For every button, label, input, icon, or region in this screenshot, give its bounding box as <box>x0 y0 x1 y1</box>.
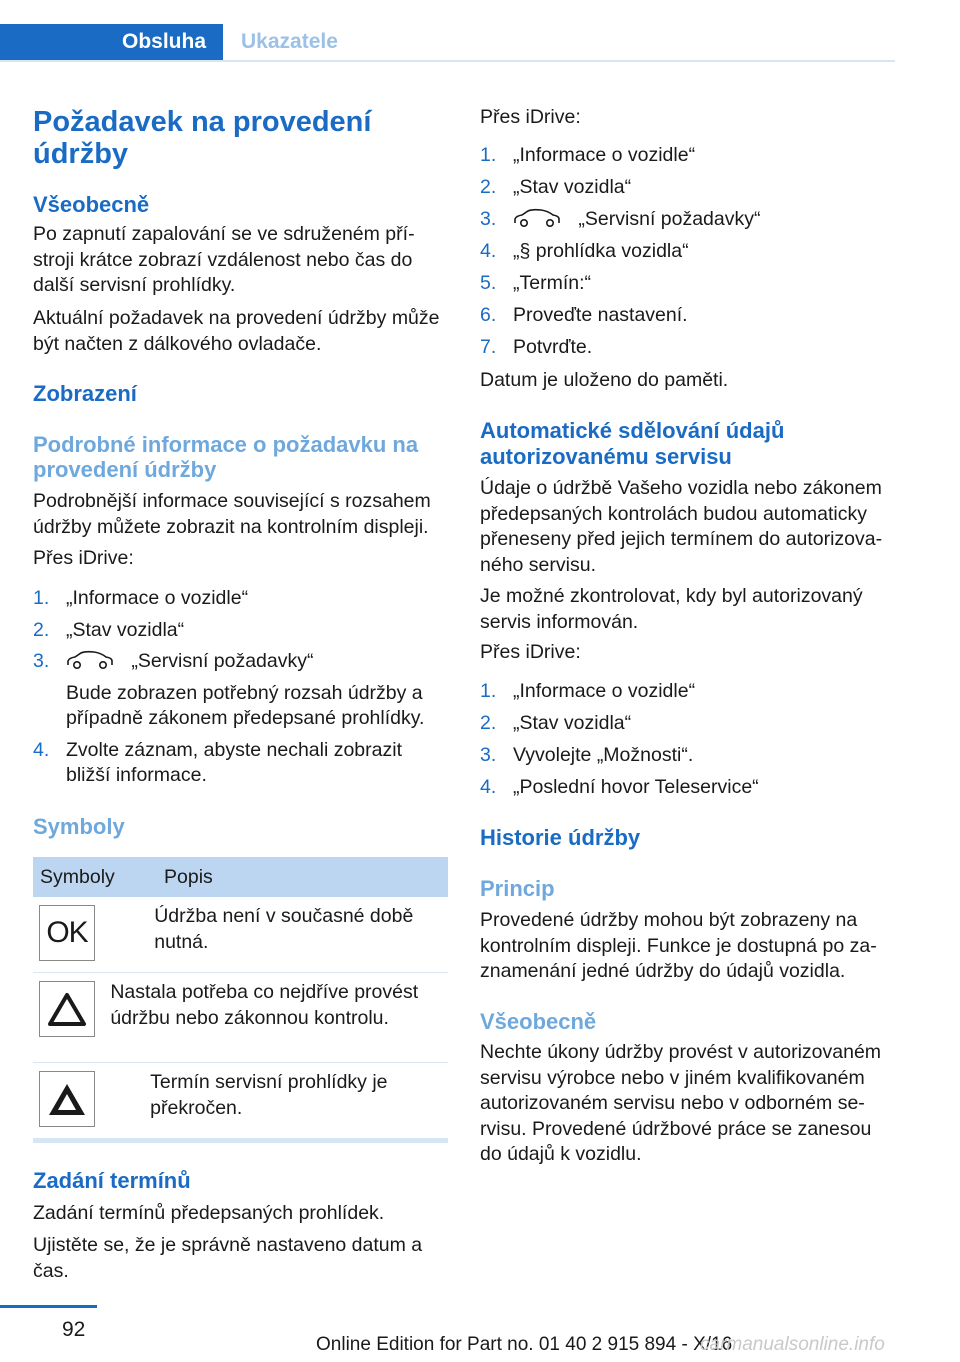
principle-paragraph: Provedené údržby mohou být zobrazeny na kontrolním displeji. Funkce je dostupná po zaznamenání jedné údržby do údajů vozidla. <box>480 909 877 982</box>
step-text: „Termín:“ <box>513 272 591 294</box>
list-item <box>480 335 900 361</box>
step-number: 6. <box>480 304 497 326</box>
detail-subheading: Podrobné informace o požadavku na provedení údržby <box>33 432 419 482</box>
overdue-triangle-icon <box>39 1071 95 1127</box>
principle-subheading: Princip <box>480 876 555 901</box>
watermark: carmanualsonline.info <box>700 1334 885 1355</box>
section-history-heading: Historie údržby <box>480 825 641 850</box>
step-text: Potvrďte. <box>513 336 593 358</box>
car-service-icon <box>513 208 561 228</box>
step-subtext: Bude zobrazen potřebný rozsah údržby a případně zákonem předepsané prohlídky. <box>66 681 425 729</box>
table-cell-symbol <box>33 973 110 1062</box>
step-text: „Poslední hovor Teleservice“ <box>513 776 759 798</box>
auto-paragraph-2: Je možné zkontrolovat, kdy byl autorizovaný servis informován. <box>480 585 863 633</box>
right-steps-list <box>480 143 900 361</box>
table-cell-symbol <box>33 1063 150 1137</box>
step-text: „§ prohlídka vozidla“ <box>513 240 689 262</box>
tab-obsluha[interactable]: Obsluha <box>0 24 223 60</box>
step-text: Proveďte nastavení. <box>513 304 688 326</box>
step-number: 2. <box>480 712 497 734</box>
section-general-heading: Všeobecně <box>33 192 150 217</box>
symbols-table <box>33 857 448 1137</box>
dates-paragraph-1: Zadání termínů předepsaných prohlídek. <box>33 1202 385 1224</box>
via-idrive-label: Přes iDrive: <box>33 547 134 569</box>
list-item <box>33 618 448 644</box>
list-item <box>480 743 900 769</box>
step-number: 5. <box>480 272 497 294</box>
table-cell-description: Nastala potřeba co nejdříve provést údržbu nebo zákonnou kontrolu. <box>110 981 419 1029</box>
table-header-symbols: Symboly <box>40 865 115 888</box>
table-row <box>33 1063 448 1137</box>
table-header <box>33 857 448 897</box>
tab-ukazatele[interactable]: Ukazatele <box>241 30 338 53</box>
list-item <box>33 649 448 732</box>
step-text: „Stav vozidla“ <box>513 176 632 198</box>
page-title: Požadavek na provedení údržby <box>33 106 372 170</box>
list-item <box>480 207 900 233</box>
page-number-rule <box>0 1305 97 1308</box>
step-text: „Servisní požadavky“ <box>131 650 314 672</box>
step-number: 1. <box>33 587 50 609</box>
table-header-description: Popis <box>164 865 213 888</box>
step-number: 4. <box>480 776 497 798</box>
list-item <box>33 586 448 612</box>
tab-underline <box>0 60 895 62</box>
table-cell-description: Termín servisní prohlídky je překročen. <box>150 1071 388 1119</box>
symbols-subheading: Symboly <box>33 814 125 839</box>
table-cell-symbol <box>33 897 154 972</box>
list-item <box>480 711 900 737</box>
date-saved-text: Datum je uloženo do paměti. <box>480 369 729 391</box>
warning-triangle-icon <box>39 981 95 1037</box>
general-subheading-right: Všeobecně <box>480 1009 597 1034</box>
list-item <box>480 679 900 705</box>
general-paragraph-right: Nechte úkony údržby provést v autorizovaném servisu výrobce nebo v jiném kvalifikovaném autorizovaném servisu nebo v odborném servisu. Provedené údržbové práce se zanesou do údajů k vozidlu. <box>480 1041 882 1165</box>
general-paragraph-2: Aktuální požadavek na provedení údržby může být načten z dálkového ovladače. <box>33 307 440 355</box>
step-number: 4. <box>480 240 497 262</box>
step-text: „Informace o vozidle“ <box>513 144 696 166</box>
ok-icon: OK <box>39 905 95 961</box>
right-steps-list-2 <box>480 679 900 801</box>
auto-paragraph-1: Údaje o údržbě Vašeho vozidla nebo zákonem předepsaných kontrolách budou automaticky přeneseny před jejich termínem do autorizovaného servisu. <box>480 477 883 576</box>
list-item <box>33 738 448 789</box>
header-tabs <box>0 24 895 62</box>
step-text: „Stav vozidla“ <box>513 712 632 734</box>
detail-paragraph: Podrobnější informace související s rozsahem údržby můžete zobrazit na kontrolním displeji. <box>33 490 431 538</box>
left-steps-list <box>33 586 448 789</box>
table-bottom-rule <box>33 1138 448 1143</box>
section-display-heading: Zobrazení <box>33 381 137 406</box>
step-number: 7. <box>480 336 497 358</box>
general-paragraph-1: Po zapnutí zapalování se ve sdruženém přístroji krátce zobrazí vzdálenost nebo čas do další servisní prohlídky. <box>33 223 415 296</box>
car-service-icon <box>66 650 114 670</box>
table-cell-description: Údržba není v současné době nutná. <box>154 905 414 953</box>
section-dates-heading: Zadání termínů <box>33 1168 191 1193</box>
table-row <box>33 973 448 1063</box>
dates-paragraph-2: Ujistěte se, že je správně nastaveno datum a čas. <box>33 1234 423 1282</box>
list-item <box>480 271 900 297</box>
list-item <box>480 239 900 265</box>
list-item <box>480 303 900 329</box>
step-text: „Informace o vozidle“ <box>66 587 249 609</box>
step-number: 3. <box>33 650 50 672</box>
step-text: Vyvolejte „Možnosti“. <box>513 744 694 766</box>
step-text: „Informace o vozidle“ <box>513 680 696 702</box>
step-number: 1. <box>480 680 497 702</box>
step-text: Zvolte záznam, abyste nechali zobrazit bližší informace. <box>66 738 402 786</box>
table-row <box>33 897 448 973</box>
step-text: „Stav vozidla“ <box>66 618 185 641</box>
list-item <box>480 175 900 201</box>
list-item <box>480 775 900 801</box>
step-number: 3. <box>480 744 497 766</box>
edition-text: Online Edition for Part no. 01 40 2 915 894 - X/16 <box>316 1334 733 1355</box>
step-number: 2. <box>33 618 50 641</box>
via-idrive-label-right-2: Přes iDrive: <box>480 641 581 663</box>
step-number: 1. <box>480 144 497 166</box>
section-auto-heading: Automatické sdělování údajů autorizovanému servisu <box>480 418 785 469</box>
step-number: 4. <box>33 738 50 761</box>
step-text: „Servisní požadavky“ <box>578 208 761 230</box>
step-number: 2. <box>480 176 497 198</box>
page-number: 92 <box>62 1318 86 1341</box>
via-idrive-label-right: Přes iDrive: <box>480 106 581 128</box>
step-number: 3. <box>480 208 497 230</box>
list-item <box>480 143 900 169</box>
